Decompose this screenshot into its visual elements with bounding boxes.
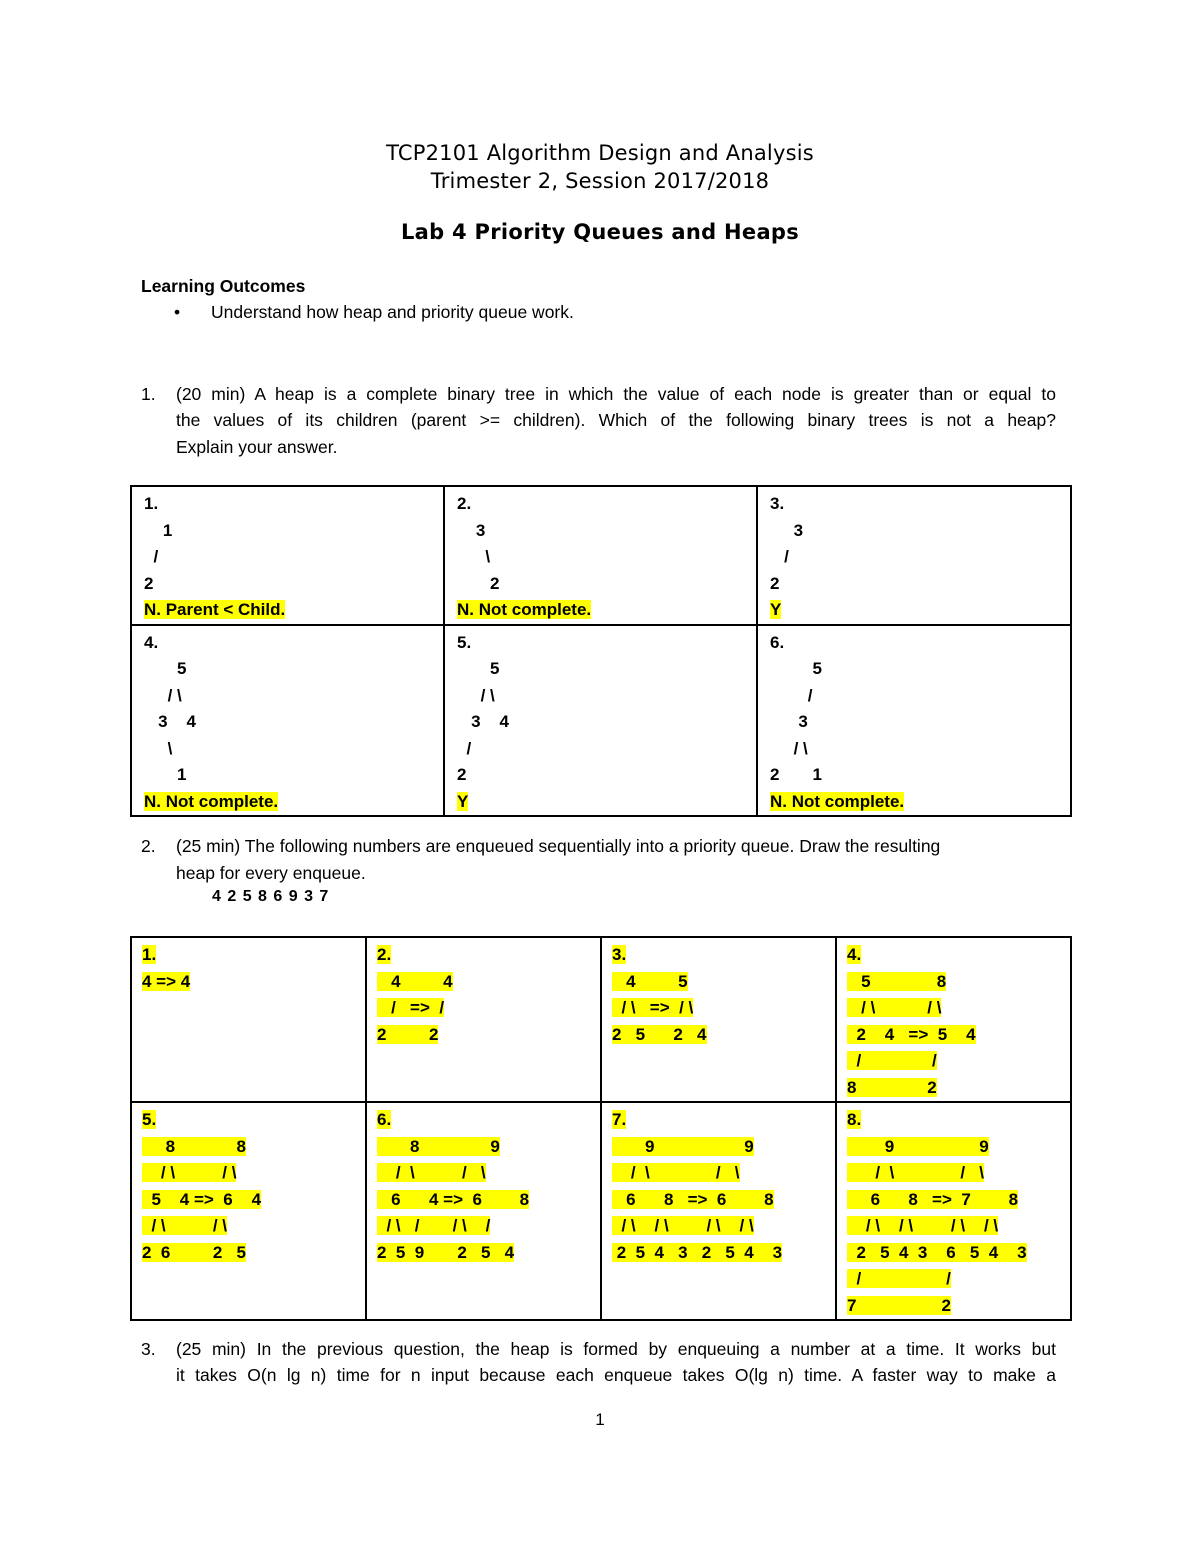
q3-line-1 <box>176 1339 1056 1360</box>
q2-cell-1: 1. 4 => 4 <box>131 937 366 1102</box>
q2-cell-8: 8. 9 9 / \ / \ 6 8 => 7 8 / \ / \ / \ / \ 2 5 4 3 6 5 4 3 / / 7 2 <box>836 1102 1071 1320</box>
trimester-line: Trimester 2, Session 2017/2018 <box>430 169 770 193</box>
learning-outcome-item: Understand how heap and priority queue work. <box>211 302 574 322</box>
bullet-icon: • <box>174 302 181 322</box>
q1-answer-2: N. Not complete. <box>457 600 592 619</box>
q2-cell-4: 4. 5 8 / \ / \ 2 4 => 5 4 / / 8 2 <box>836 937 1071 1102</box>
q1-answer-4: N. Not complete. <box>144 791 279 811</box>
q3-time: (25 min) <box>176 1339 246 1359</box>
q1-answer-3: Y <box>770 600 782 619</box>
q3-line1-text: In the previous question, the heap is formed by enqueuing a number at a time. It works but <box>256 1339 1056 1359</box>
q1-line-2: the values of its children (parent >= children). Which of the following binary trees is not a heap? <box>176 410 1056 430</box>
course-title: TCP2101 Algorithm Design and Analysis <box>386 141 814 165</box>
q2-heaps-table <box>130 936 1072 1321</box>
q2-line-2: heap for every enqueue. <box>176 863 366 883</box>
lab-title: Lab 4 Priority Queues and Heaps <box>400 220 800 244</box>
q1-trees-table <box>130 485 1072 817</box>
q1-cell-2: 2. 3 \ 2 N. Not complete. <box>444 486 757 625</box>
q1-line-3: Explain your answer. <box>176 437 338 457</box>
q1-answer-6: N. Not complete. <box>770 791 905 811</box>
q1-number: 1. <box>141 384 156 404</box>
q2-cell-2: 2. 4 4 / => / 2 2 <box>366 937 601 1102</box>
q2-cell-3: 3. 4 5 / \ => / \ 2 5 2 4 <box>601 937 836 1102</box>
q2-cell-6: 6. 8 9 / \ / \ 6 4 => 6 8 / \ / / \ / 2 5 9 2 5 4 <box>366 1102 601 1320</box>
q1-time: (20 min) <box>176 384 246 404</box>
q3-line-2: it takes O(n lg n) time for n input because each enqueue takes O(lg n) time. A faster way to make a <box>176 1365 1056 1385</box>
q2-cell-5: 5. 8 8 / \ / \ 5 4 => 6 4 / \ / \ 2 6 2 5 <box>131 1102 366 1320</box>
q2-sequence: 4 2 5 8 6 9 3 7 <box>212 888 330 905</box>
learning-outcomes-heading: Learning Outcomes <box>141 276 306 296</box>
q2-line-1 <box>176 836 940 857</box>
q1-cell-1: 1. 1 / 2 N. Parent < Child. <box>131 486 444 625</box>
q1-cell-3: 3. 3 / 2 Y <box>757 486 1071 625</box>
page-number: 1 <box>595 1410 605 1429</box>
q2-number: 2. <box>141 836 156 856</box>
q2-time: (25 min) <box>176 836 241 856</box>
q1-cell-5: 5. 5 / \ 3 4 / 2 Y <box>444 625 757 817</box>
q1-cell-6: 6. 5 / 3 / \ 2 1 N. Not complete. <box>757 625 1071 817</box>
q1-line1-text: A heap is a complete binary tree in which the value of each node is greater than or equal to <box>254 384 1056 404</box>
q1-line-1 <box>176 384 1056 405</box>
q1-cell-4: 4. 5 / \ 3 4 \ 1 N. Not complete. <box>131 625 444 817</box>
q2-cell-7: 7. 9 9 / \ / \ 6 8 => 6 8 / \ / \ / \ / \ 2 5 4 3 2 5 4 3 <box>601 1102 836 1320</box>
q2-line1-text: The following numbers are enqueued sequentially into a priority queue. Draw the resulting <box>244 836 941 856</box>
q3-number: 3. <box>141 1339 156 1359</box>
q1-answer-5: Y <box>457 791 469 811</box>
q1-answer-1: N. Parent < Child. <box>144 600 286 619</box>
